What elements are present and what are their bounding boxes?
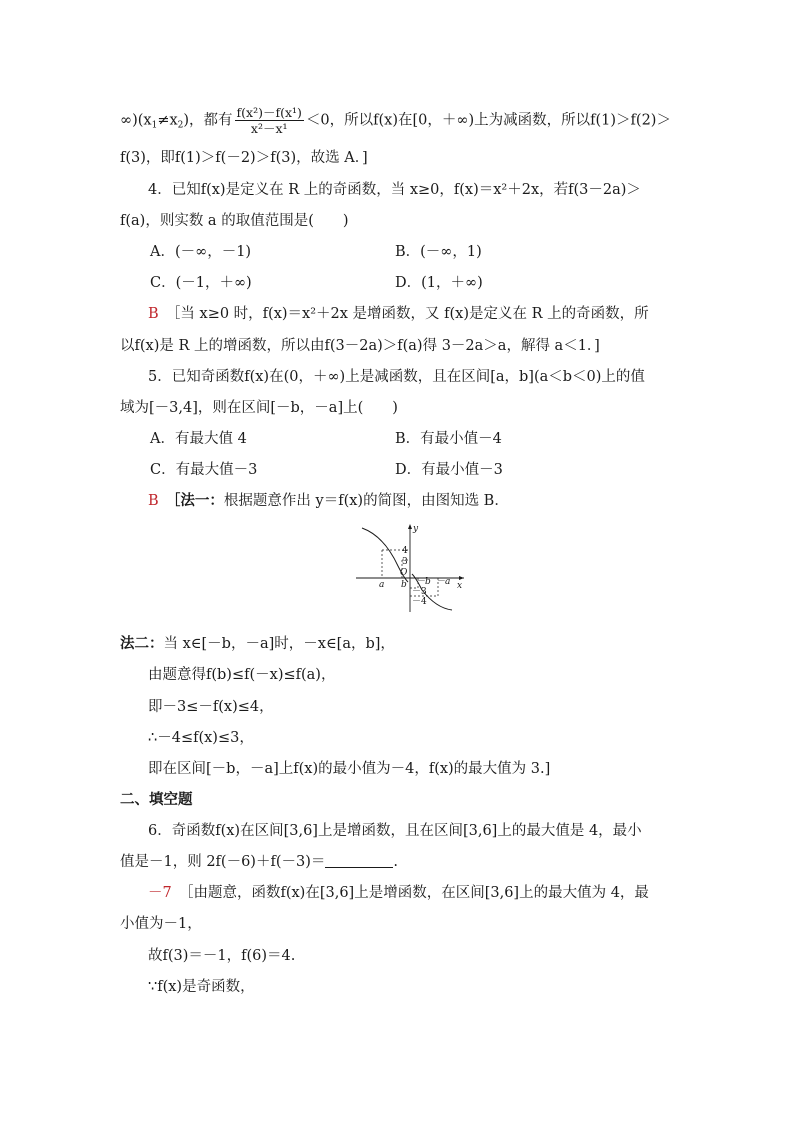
q5-option-d: D．有最小值－3 — [395, 462, 503, 478]
graph-label-neg4: －4 — [412, 597, 427, 607]
fraction: $\frac{\text{f(x²)－f(x¹)}}{\text{x²－x¹}}$ — [236, 105, 302, 136]
q5-method2-line-1: 法二：当 x∈[－b，－a]时，－x∈[a，b]， — [120, 635, 395, 652]
q5-method1-line: B ［法一：根据题意作出 y＝f(x)的简图，由图知选 B． — [148, 492, 509, 509]
prev-solution-line-2: f(3)，即f(1)＞f(－2)＞f(3)，故选 A．] — [120, 150, 368, 166]
q4-answer: B — [148, 306, 159, 322]
q6-solution-line-2: 小值为－1， — [120, 916, 202, 932]
x-axis-arrow — [459, 576, 464, 580]
q4-stem-line-1: 4．已知f(x)是定义在 R 上的奇函数，当 x≥0，f(x)＝x²＋2x，若f(3－2a)＞ — [148, 182, 641, 198]
q4-option-c: C．(－1，＋∞) — [150, 275, 252, 291]
graph-label-a: a — [379, 580, 385, 590]
q5-method2-line-2: 由题意得f(b)≤f(－x)≤f(a)， — [148, 667, 336, 683]
y-axis-arrow — [408, 524, 412, 529]
q5-method2-line-3: 即－3≤－f(x)≤4， — [148, 699, 274, 715]
graph-label-x: x — [457, 581, 463, 591]
q5-method2-line-5: 即在区间[－b，－a]上f(x)的最小值为－4，f(x)的最大值为 3.] — [148, 761, 551, 777]
answer-blank — [325, 853, 393, 868]
graph-label-4: 4 — [402, 546, 408, 556]
q4-solution-line-2: 以f(x)是 R 上的增函数，所以由f(3－2a)＞f(a)得 3－2a＞a，解得 a＜1．] — [120, 338, 600, 354]
graph-label-3: 3 — [402, 557, 408, 567]
q4-option-d: D．(1，＋∞) — [395, 275, 483, 291]
q6-stem-line-2: 值是－1，则 2f(－6)＋f(－3)＝ . — [120, 854, 398, 870]
function-sketch-graph — [352, 522, 470, 614]
q5-option-c: C．有最大值－3 — [150, 462, 258, 478]
q4-solution-line-1: B ［当 x≥0 时，f(x)＝x²＋2x 是增函数，又 f(x)是定义在 R 上的奇函数，所 — [148, 306, 649, 322]
graph-label-neg3: －3 — [412, 587, 427, 597]
graph-label-o: O — [400, 568, 408, 578]
q6-solution-line-3: 故f(3)＝－1，f(6)＝4. — [148, 948, 296, 964]
q5-stem-line-1: 5．已知奇函数f(x)在(0，＋∞)上是减函数，且在区间[a，b](a＜b＜0)上的值 — [148, 369, 645, 385]
q5-option-a: A．有最大值 4 — [150, 431, 247, 447]
section-title-fill-blank: 二、填空题 — [120, 791, 193, 808]
q4-option-a: A．(－∞，－1) — [150, 244, 252, 260]
q6-solution-line-4: ∵f(x)是奇函数， — [148, 979, 255, 995]
graph-label-b: b — [401, 580, 407, 590]
graph-label-y: y — [413, 524, 419, 534]
q6-solution-line-1: －7 ［由题意，函数f(x)在[3,6]上是增函数，在区间[3,6]上的最大值为 4，最 — [148, 885, 649, 901]
q5-option-b: B．有最小值－4 — [395, 431, 502, 447]
graph-label-nega: －a — [436, 577, 451, 587]
q6-stem-line-1: 6．奇函数f(x)在区间[3,6]上是增函数，且在区间[3,6]上的最大值是 4，最小 — [148, 823, 642, 839]
q4-option-b: B．(－∞，1) — [395, 244, 482, 260]
prev-solution-line-1: $\infty)(x_1\ne x_2)$，都有 $\frac{\text{f(x²)－f(x¹)}}{\text{x²－x¹}}$ ＜0，所以f(x)在[0，＋∞)上为减函数，所以f(1)＞f(2)＞ — [120, 105, 671, 136]
q6-answer: －7 — [148, 885, 172, 901]
q5-answer: B — [148, 493, 159, 509]
q4-stem-line-2: f(a)，则实数 a 的取值范围是( ) — [120, 213, 349, 229]
q5-stem-line-2: 域为[－3,4]，则在区间[－b，－a]上( ) — [120, 400, 398, 416]
graph-label-negb: －b — [416, 577, 431, 587]
q5-method2-line-4: ∴－4≤f(x)≤3， — [148, 730, 254, 746]
